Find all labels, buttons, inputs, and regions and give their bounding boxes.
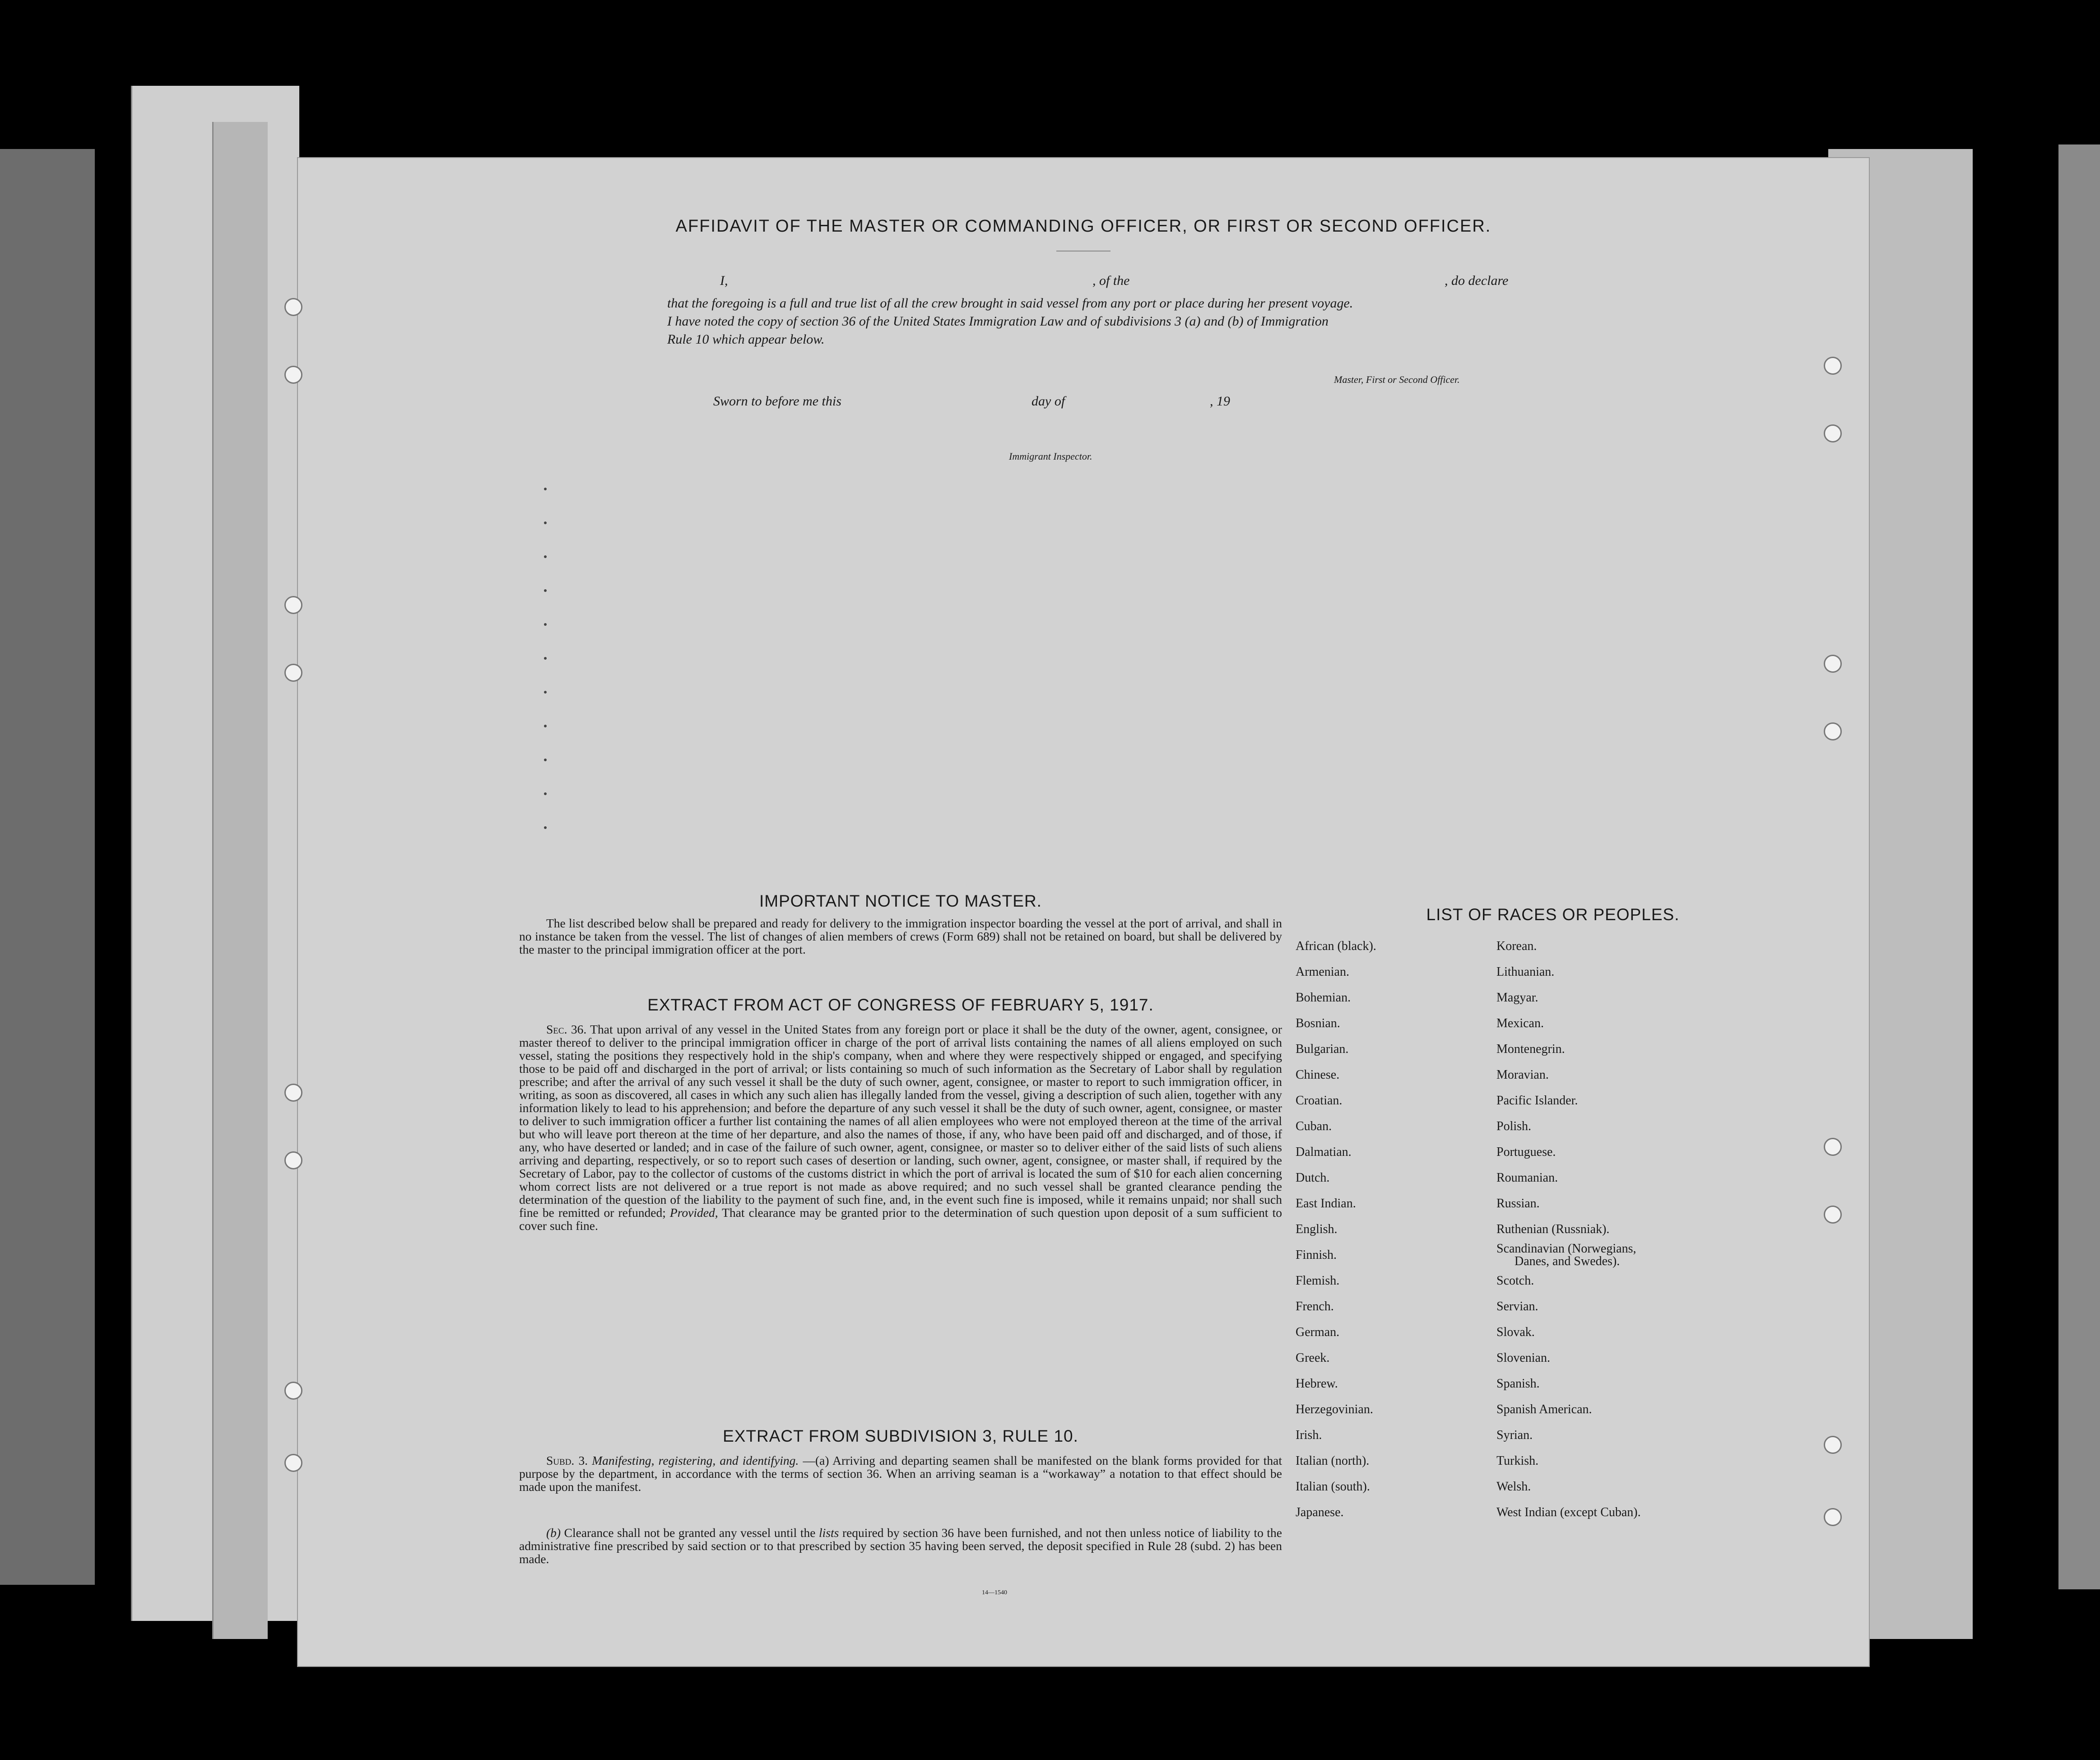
sworn-label: Sworn to before me this xyxy=(713,394,841,409)
year-label: , 19 xyxy=(1210,394,1230,409)
ledger-dot xyxy=(544,826,547,829)
race-item: Finnish. xyxy=(1296,1248,1337,1262)
do-declare-label: , do declare xyxy=(1445,273,1509,288)
race-item: Moravian. xyxy=(1496,1068,1549,1082)
race-item: Ruthenian (Russniak). xyxy=(1496,1222,1610,1236)
subd-b-text-1: Clearance shall not be granted any vessel until the xyxy=(564,1526,816,1540)
race-item: Polish. xyxy=(1496,1119,1532,1133)
race-item: Portuguese. xyxy=(1496,1145,1556,1159)
race-item: Dutch. xyxy=(1296,1171,1330,1185)
binder-hole xyxy=(1824,357,1842,375)
affidavit-page xyxy=(298,158,1869,1666)
race-item: Russian. xyxy=(1496,1197,1540,1211)
race-item: African (black). xyxy=(1296,939,1376,953)
notice-heading: IMPORTANT NOTICE TO MASTER. xyxy=(759,892,1042,910)
race-item: Greek. xyxy=(1296,1351,1330,1365)
subd-b-text-2: required by section 36 have been furnished, and not then unless notice of liability to the administrative fine prescribed by said section or to that prescribed by section 35 having been served, the deposit specified in Rule 28 (subd. 2) has been made. xyxy=(519,1526,1282,1566)
race-item: Turkish. xyxy=(1496,1454,1539,1468)
binder-hole xyxy=(1824,1436,1842,1454)
proviso-word: Provided, xyxy=(669,1206,718,1220)
race-item: Roumanian. xyxy=(1496,1171,1558,1185)
binder-hole xyxy=(284,366,302,384)
ledger-dot xyxy=(544,521,547,524)
master-signature-label: Master, First or Second Officer. xyxy=(1334,374,1460,385)
race-item: French. xyxy=(1296,1299,1334,1313)
race-item: German. xyxy=(1296,1325,1340,1339)
race-item: East Indian. xyxy=(1296,1197,1356,1211)
binder-hole xyxy=(284,1454,302,1472)
affidavit-title: AFFIDAVIT OF THE MASTER OR COMMANDING OFFICER, OR FIRST OR SECOND OFFICER. xyxy=(675,217,1491,236)
ledger-dot xyxy=(544,623,547,626)
race-item: Croatian. xyxy=(1296,1094,1343,1108)
affidavit-text-line: I have noted the copy of section 36 of the United States Immigration Law and of subdivisions 3 (a) and (b) of Immigration xyxy=(667,314,1329,329)
subd-a-text: —(a) Arriving and departing seamen shall be manifested on the blank forms provided for that purpose by the department, in accordance with the terms of section 36. When an arriving seaman is a “workaway” a notation to that effect should be made upon the manifest. xyxy=(519,1453,1282,1494)
page-edge-stack xyxy=(212,122,268,1639)
day-of-label: day of xyxy=(1031,394,1065,409)
proviso-text: That clearance may be granted prior to the determination of such question upon deposit of a sum sufficient to cover such fine. xyxy=(519,1206,1282,1233)
binder-hole xyxy=(284,664,302,682)
ledger-dot xyxy=(544,488,547,490)
race-item: Scandinavian (Norwegians, xyxy=(1496,1242,1636,1256)
binder-hole xyxy=(284,298,302,316)
race-item: Magyar. xyxy=(1496,991,1538,1005)
notice-text: The list described below shall be prepared and ready for delivery to the immigration inspector boarding the vessel at the port of arrival, and shall in no instance be taken from the vessel. The list of changes of alien members of crews (Form 689) shall not be retained on board, but shall be delivered by the master to the principal immigration officer at the port. xyxy=(519,916,1282,956)
subd-b-label: (b) xyxy=(546,1526,561,1540)
subd-b-lists: lists xyxy=(819,1526,839,1540)
race-item: Dalmatian. xyxy=(1296,1145,1352,1159)
ledger-dot xyxy=(544,555,547,558)
race-item: Chinese. xyxy=(1296,1068,1340,1082)
right-side-page xyxy=(2058,144,2100,1589)
race-item: Flemish. xyxy=(1296,1274,1340,1288)
race-item: Hebrew. xyxy=(1296,1377,1338,1391)
binder-hole xyxy=(1824,722,1842,740)
race-item: Spanish American. xyxy=(1496,1402,1592,1416)
race-item: Bohemian. xyxy=(1296,991,1351,1005)
act-heading: EXTRACT FROM ACT OF CONGRESS OF FEBRUARY 5, 1917. xyxy=(647,996,1154,1014)
race-item: Slovak. xyxy=(1496,1325,1535,1339)
race-item: Lithuanian. xyxy=(1496,965,1555,979)
form-number: 14—1540 xyxy=(982,1589,1007,1596)
binder-hole xyxy=(284,1151,302,1169)
race-item: Armenian. xyxy=(1296,965,1349,979)
subd-title: Manifesting, registering, and identifying. xyxy=(592,1453,799,1467)
rule-heading: EXTRACT FROM SUBDIVISION 3, RULE 10. xyxy=(723,1427,1078,1445)
binder-hole xyxy=(1824,1138,1842,1156)
subd-label: Subd. 3. xyxy=(546,1453,588,1467)
affidavit-text-line: that the foregoing is a full and true list of all the crew brought in said vessel from any port or place during her present voyage. xyxy=(667,296,1353,311)
race-item: English. xyxy=(1296,1222,1338,1236)
race-item: Bosnian. xyxy=(1296,1016,1340,1030)
race-item: Irish. xyxy=(1296,1428,1322,1442)
of-the-label: , of the xyxy=(1092,273,1130,288)
binder-hole xyxy=(1824,424,1842,442)
race-item: Syrian. xyxy=(1496,1428,1533,1442)
race-item: Bulgarian. xyxy=(1296,1042,1349,1056)
rule-subd-a xyxy=(519,1454,1282,1493)
race-item: Servian. xyxy=(1496,1299,1538,1313)
race-item: Italian (north). xyxy=(1296,1454,1370,1468)
race-item: Montenegrin. xyxy=(1496,1042,1565,1056)
race-item: Scotch. xyxy=(1496,1274,1534,1288)
race-item: Pacific Islander. xyxy=(1496,1094,1578,1108)
race-item: Korean. xyxy=(1496,939,1537,953)
race-item: Italian (south). xyxy=(1296,1480,1370,1494)
race-item: Japanese. xyxy=(1296,1505,1344,1519)
race-item: Cuban. xyxy=(1296,1119,1332,1133)
binder-hole xyxy=(284,1084,302,1102)
act-text xyxy=(519,1023,1282,1232)
binder-hole xyxy=(1824,655,1842,673)
section-36-text: That upon arrival of any vessel in the United States from any foreign port or place it shall be the duty of the owner, agent, consignee, or master thereof to deliver to the principal immigration officer in charge of the port of arrival lists containing the names of all aliens employed on such vessel, stating the positions they respectively hold in the ship's company, when and where they were respectively shipped or engaged, and specifying those to be paid off and discharged in the port of arrival; or lists containing so much of such information as the Secretary of Labor shall by regulation prescribe; and after the arrival of any such vessel it shall be the duty of such owner, agent, consignee, or master to report to such immigration officer, in writing, as soon as discovered, all cases in which any such alien has illegally landed from the vessel, giving a description of such alien, together with any information likely to lead to his apprehension; and before the departure of any such vessel it shall be the duty of such owner, agent, consignee, or master to deliver to such immigration officer a further list containing the names of all alien employees who were not employed thereon at the time of the arrival but who will leave port thereon at the time of her departure, and also the names of those, if any, who have been paid off and discharged, and of those, if any, who have deserted or landed; and in case of the failure of such owner, agent, consignee, or master so to deliver either of the said lists of such aliens arriving and departing, respectively, or so to report such cases of desertion or landing, such owner, agent, consignee, or master shall, if required by the Secretary of Labor, pay to the collector of customs of the customs district in which the port of arrival is located the sum of $10 for each alien concerning whom correct lists are not delivered or a true report is not made as above required; and no such vessel shall be granted clearance pending the determination of the question of the liability to the payment of such fine, and, in the event such fine is imposed, while it remains unpaid; nor shall such fine be remitted or refunded; xyxy=(519,1022,1282,1220)
ledger-dot xyxy=(544,657,547,660)
race-item: Mexican. xyxy=(1496,1016,1544,1030)
rule-subd-b xyxy=(519,1526,1282,1565)
declarant-label: I, xyxy=(720,273,728,288)
ledger-dot xyxy=(544,725,547,727)
section-label: Sec. 36. xyxy=(546,1022,587,1036)
ledger-dot xyxy=(544,792,547,795)
ledger-dot xyxy=(544,589,547,592)
affidavit-text-line: Rule 10 which appear below. xyxy=(667,332,825,347)
binder-hole xyxy=(1824,1508,1842,1526)
races-heading: LIST OF RACES OR PEOPLES. xyxy=(1426,905,1680,924)
race-item: West Indian (except Cuban). xyxy=(1496,1505,1641,1519)
ledger-dot xyxy=(544,691,547,694)
binder-hole xyxy=(284,596,302,614)
race-item: Spanish. xyxy=(1496,1377,1540,1391)
race-item: Herzegovinian. xyxy=(1296,1402,1373,1416)
ledger-dot xyxy=(544,759,547,761)
binder-hole xyxy=(1824,1206,1842,1224)
binder-hole xyxy=(284,1382,302,1400)
race-item: Slovenian. xyxy=(1496,1351,1550,1365)
race-item: Welsh. xyxy=(1496,1480,1531,1494)
left-side-page xyxy=(0,149,95,1585)
inspector-signature-label: Immigrant Inspector. xyxy=(1009,451,1092,462)
race-item: Danes, and Swedes). xyxy=(1515,1254,1620,1268)
